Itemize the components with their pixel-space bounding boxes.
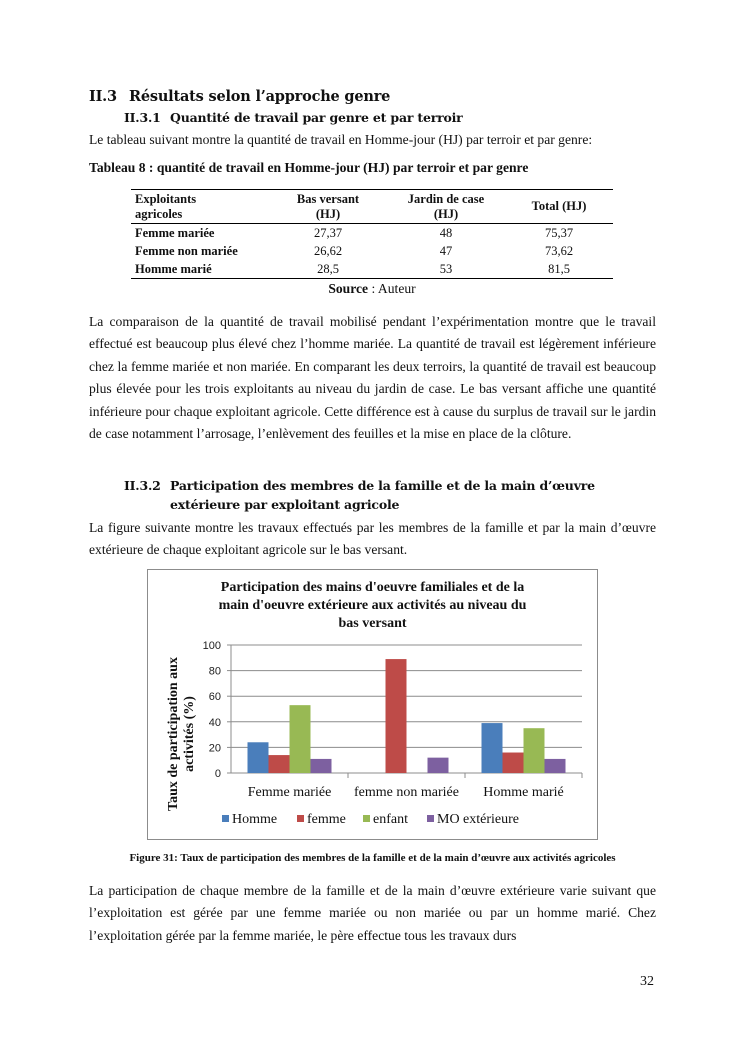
legend-label: Homme	[232, 812, 278, 827]
paragraph-figure-intro: La figure suivante montre les travaux effectués par les membres de la famille et par la main d’œuvre extérieure de chaque exploitant agricole sur le bas versant.	[89, 520, 656, 558]
section-number: II.3	[89, 88, 117, 105]
legend-swatch-icon	[297, 815, 304, 822]
section-title-line1: Participation des membres de la famille et de la main d’œuvre	[170, 478, 595, 493]
section-number: II.3.2	[124, 478, 161, 493]
x-category-label: Femme mariée	[247, 785, 332, 800]
y-tick-label: 0	[214, 768, 221, 780]
y-tick-label: 100	[202, 640, 221, 652]
cell-jardin: 48	[439, 225, 453, 240]
cell-total: 73,62	[544, 243, 574, 258]
ylabel-line: Taux de participation aux	[166, 657, 181, 811]
paragraph-comparison: La comparaison de la quantité de travail mobilisé pendant l’expérimentation montre que le travail effectué est beaucoup plus élevé chez l’homme mariée. La quantité de travail est légèrement inférieure chez la femme mariée et non mariée. En comparant les deux terroirs, la quantité de travail est beaucoup plus élevée pour les trois exploitants au niveau du jardin de case. Le bas versant affiche une quantité inférieure pour chaque exploitant agricole. Cette différence est à cause du surplus de travail sur le jardin de case notamment l’arrosage, l’enlèvement des feuilles et la mise en place de la clôture.	[89, 314, 656, 442]
header-line: Total (HJ)	[531, 199, 587, 214]
source-value: Auteur	[377, 281, 416, 296]
legend-swatch-icon	[363, 815, 370, 822]
page-number: 32	[640, 974, 654, 989]
y-tick-label: 40	[208, 716, 221, 729]
bar-mo-extérieure	[545, 759, 566, 773]
section-title-line2: extérieure par exploitant agricole	[170, 497, 400, 512]
cell-jardin: 47	[439, 243, 453, 258]
legend-swatch-icon	[427, 815, 434, 822]
source-sep: :	[368, 281, 378, 296]
cell-total: 75,37	[544, 225, 574, 240]
y-tick-label: 80	[208, 665, 221, 678]
row-label: Femme non mariée	[135, 243, 238, 258]
cell-total: 81,5	[548, 261, 570, 276]
header-line: Exploitants	[135, 192, 197, 206]
bar-homme	[248, 742, 269, 773]
chart-title-line: bas versant	[338, 616, 407, 631]
source-label: Source	[328, 281, 369, 296]
cell-bas-versant: 26,62	[313, 243, 343, 258]
chart-title-line: main d'oeuvre extérieure aux activités au niveau du	[218, 598, 527, 613]
bar-mo-extérieure	[311, 759, 332, 773]
y-tick-label: 60	[208, 691, 221, 704]
bar-femme	[386, 659, 407, 773]
section-number: II.3.1	[124, 110, 161, 125]
section-title: Quantité de travail par genre et par terroir	[170, 110, 463, 125]
bar-femme	[503, 753, 524, 773]
table-caption: Tableau 8 : quantité de travail en Homme-jour (HJ) par terroir et par genre	[89, 160, 529, 175]
row-label: Homme marié	[135, 261, 212, 276]
header-line: (HJ)	[433, 206, 459, 221]
legend-swatch-icon	[222, 815, 229, 822]
chart-title-line: Participation des mains d'oeuvre familiales et de la	[220, 580, 525, 595]
header-line: Bas versant	[296, 192, 360, 206]
ylabel-line: activités (%)	[182, 696, 197, 772]
intro-paragraph: Le tableau suivant montre la quantité de travail en Homme-jour (HJ) par terroir et par genre:	[89, 132, 593, 147]
legend-label: femme	[307, 812, 346, 827]
y-tick-label: 20	[208, 742, 221, 755]
legend-label: enfant	[373, 812, 408, 827]
cell-bas-versant: 27,37	[313, 225, 343, 240]
bar-enfant	[290, 705, 311, 773]
header-line: agricoles	[135, 206, 183, 221]
legend-label: MO extérieure	[437, 812, 520, 827]
bar-mo-extérieure	[428, 758, 449, 773]
header-line: (HJ)	[315, 206, 341, 221]
header-line: Jardin de case	[407, 192, 485, 206]
paragraph-participation: La participation de chaque membre de la famille et de la main d’œuvre extérieure varie suivant que l’exploitation est gérée par une femme mariée ou non mariée ou par un homme marié. Chez l’exploitation gérée par la femme mariée, le père effectue tous les travaux durs	[89, 883, 656, 943]
row-label: Femme mariée	[135, 225, 215, 240]
cell-jardin: 53	[439, 261, 453, 276]
bar-enfant	[524, 728, 545, 773]
figure-caption: Figure 31: Taux de participation des membres de la famille et de la main d’œuvre aux activités agricoles	[129, 852, 616, 864]
section-title: Résultats selon l’approche genre	[129, 88, 391, 105]
bar-homme	[482, 723, 503, 773]
x-category-label: femme non mariée	[354, 785, 459, 800]
cell-bas-versant: 28,5	[317, 261, 339, 276]
bar-femme	[269, 755, 290, 773]
x-category-label: Homme marié	[483, 785, 564, 800]
